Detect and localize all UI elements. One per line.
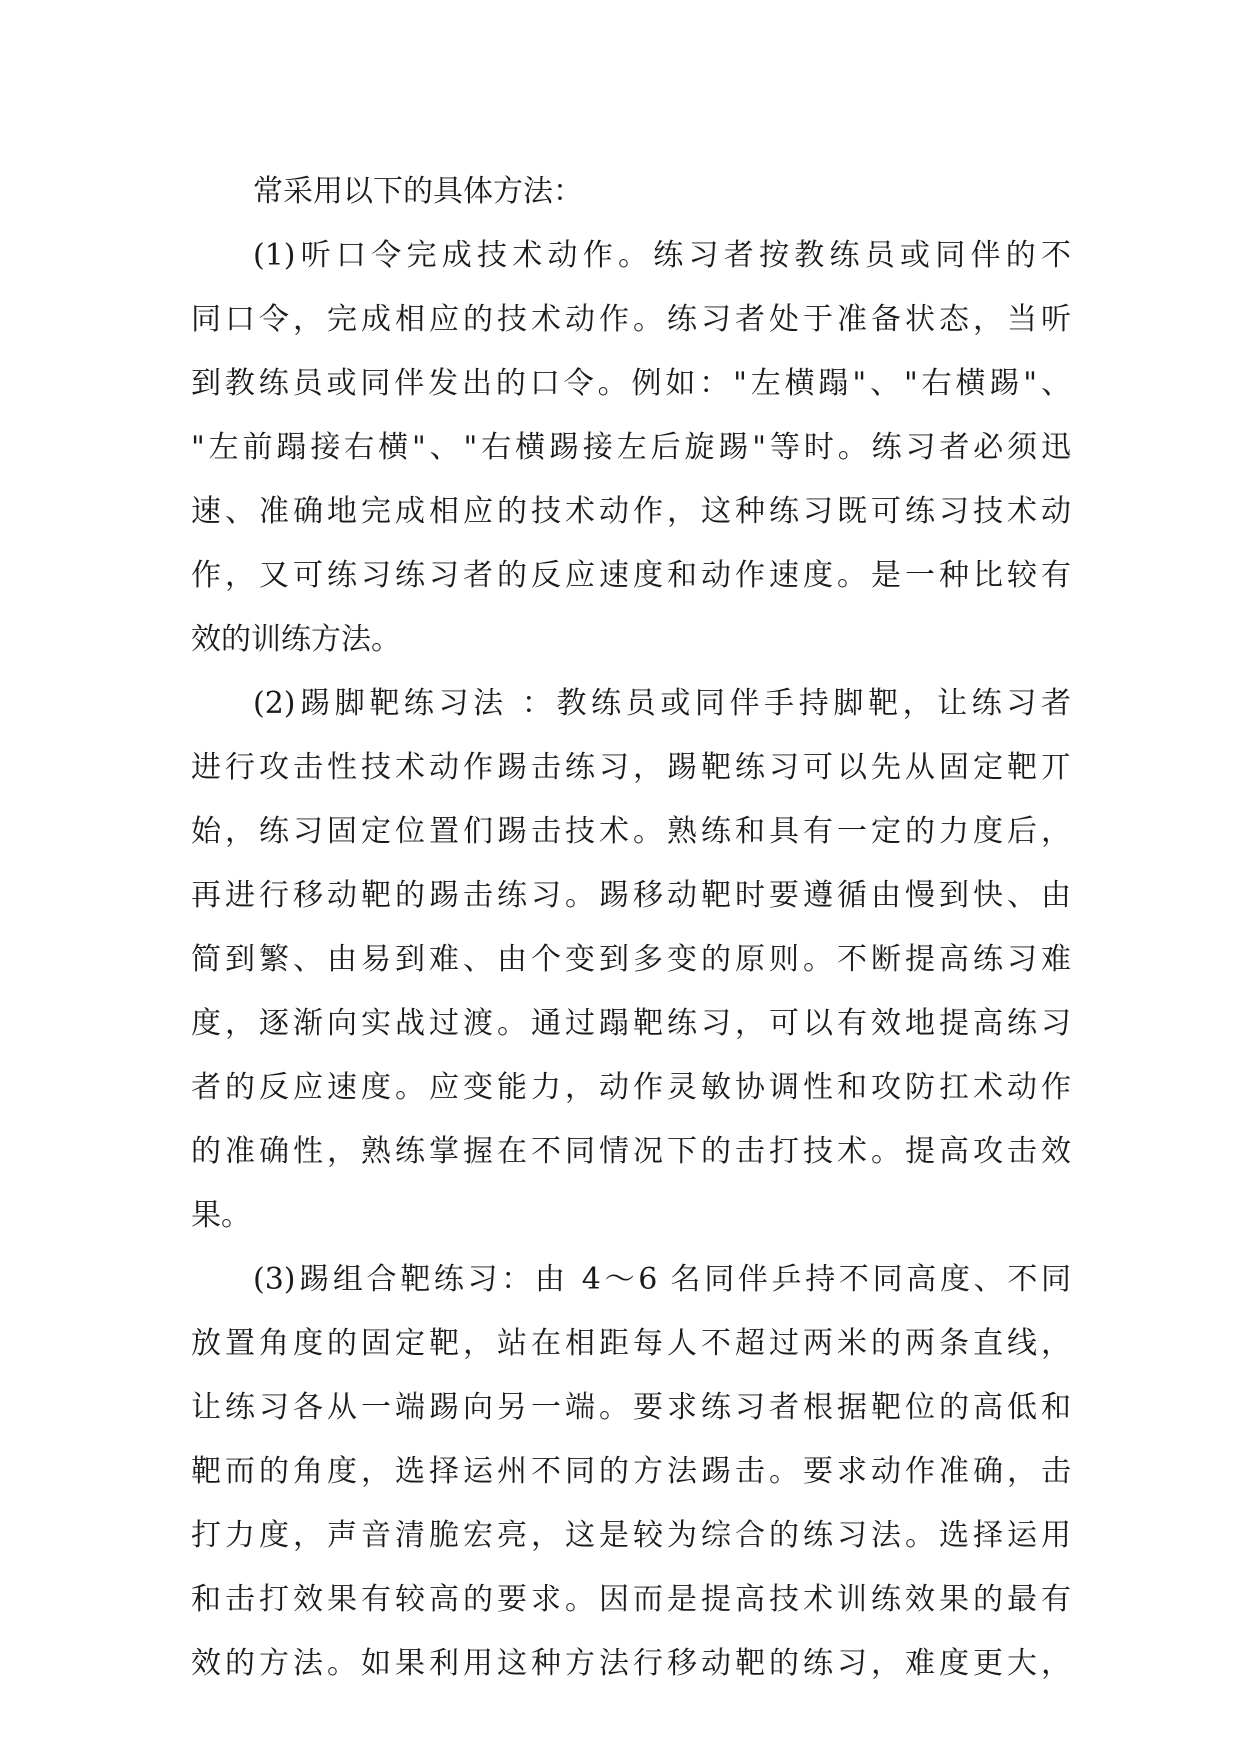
paragraph-line: 效的训练方法。 <box>191 622 401 657</box>
paragraph-line: 的准确性，熟练掌握在不同情况下的击打技术。提高攻击效 <box>191 1134 1071 1169</box>
paragraph-line: 靶而的角度，选择运州不同的方法踢击。要求动作准确，击 <box>191 1454 1071 1489</box>
paragraph-line: (3)踢组合靶练习：由 4～6 名同伴乒持不同高度、不同 <box>253 1262 1071 1297</box>
paragraph-line: 同口令，完成相应的技术动作。练习者处于准备状态，当听 <box>191 302 1071 337</box>
paragraph-line: 让练习各从一端踢向另一端。要求练习者根据靶位的高低和 <box>191 1390 1071 1425</box>
paragraph-line: 始，练习固定位置们踢击技术。熟练和具有一定的力度后， <box>191 814 1071 849</box>
paragraph-line: 放置角度的固定靶，站在相距每人不超过两米的两条直线， <box>191 1326 1071 1361</box>
paragraph-line: 到教练员或同伴发出的口令。例如："左横蹋"、"右横踢"、 <box>191 366 1071 401</box>
paragraph-line: 效的方法。如果利用这种方法行移动靶的练习，难度更大， <box>191 1646 1071 1681</box>
paragraph-line: 度，逐渐向实战过渡。通过蹋靶练习，可以有效地提高练习 <box>191 1006 1071 1041</box>
paragraph-line: "左前蹋接右横"、"右横踢接左后旋踢"等时。练习者必须迅 <box>191 430 1071 465</box>
paragraph-line: 和击打效果有较高的要求。因而是提高技术训练效果的最有 <box>191 1582 1071 1617</box>
paragraph-line: 进行攻击性技术动作踢击练习，踢靶练习可以先从固定靶丌 <box>191 750 1071 785</box>
paragraph-line: (1)听口令完成技术动作。练习者按教练员或同伴的不 <box>253 238 1071 273</box>
paragraph-line: 速、准确地完成相应的技术动作，这种练习既可练习技术动 <box>191 494 1071 529</box>
paragraph-line: 打力度，声音清脆宏亮，这是较为综合的练习法。选择运用 <box>191 1518 1071 1553</box>
paragraph-line: 简到繁、由易到难、由个变到多变的原则。不断提高练习难 <box>191 942 1071 977</box>
paragraph-line: 常采用以下的具体方法： <box>253 174 583 209</box>
paragraph-line: 再进行移动靶的踢击练习。踢移动靶时要遵循由慢到快、由 <box>191 878 1071 913</box>
paragraph-line: (2)踢脚靶练习法 ：教练员或同伴手持脚靶，让练习者 <box>253 686 1071 721</box>
paragraph-line: 果。 <box>191 1198 251 1233</box>
paragraph-line: 者的反应速度。应变能力，动作灵敏协调性和攻防扛术动作 <box>191 1070 1071 1105</box>
paragraph-line: 作，又可练习练习者的反应速度和动作速度。是一种比较有 <box>191 558 1071 593</box>
body-text <box>191 160 1071 1696</box>
